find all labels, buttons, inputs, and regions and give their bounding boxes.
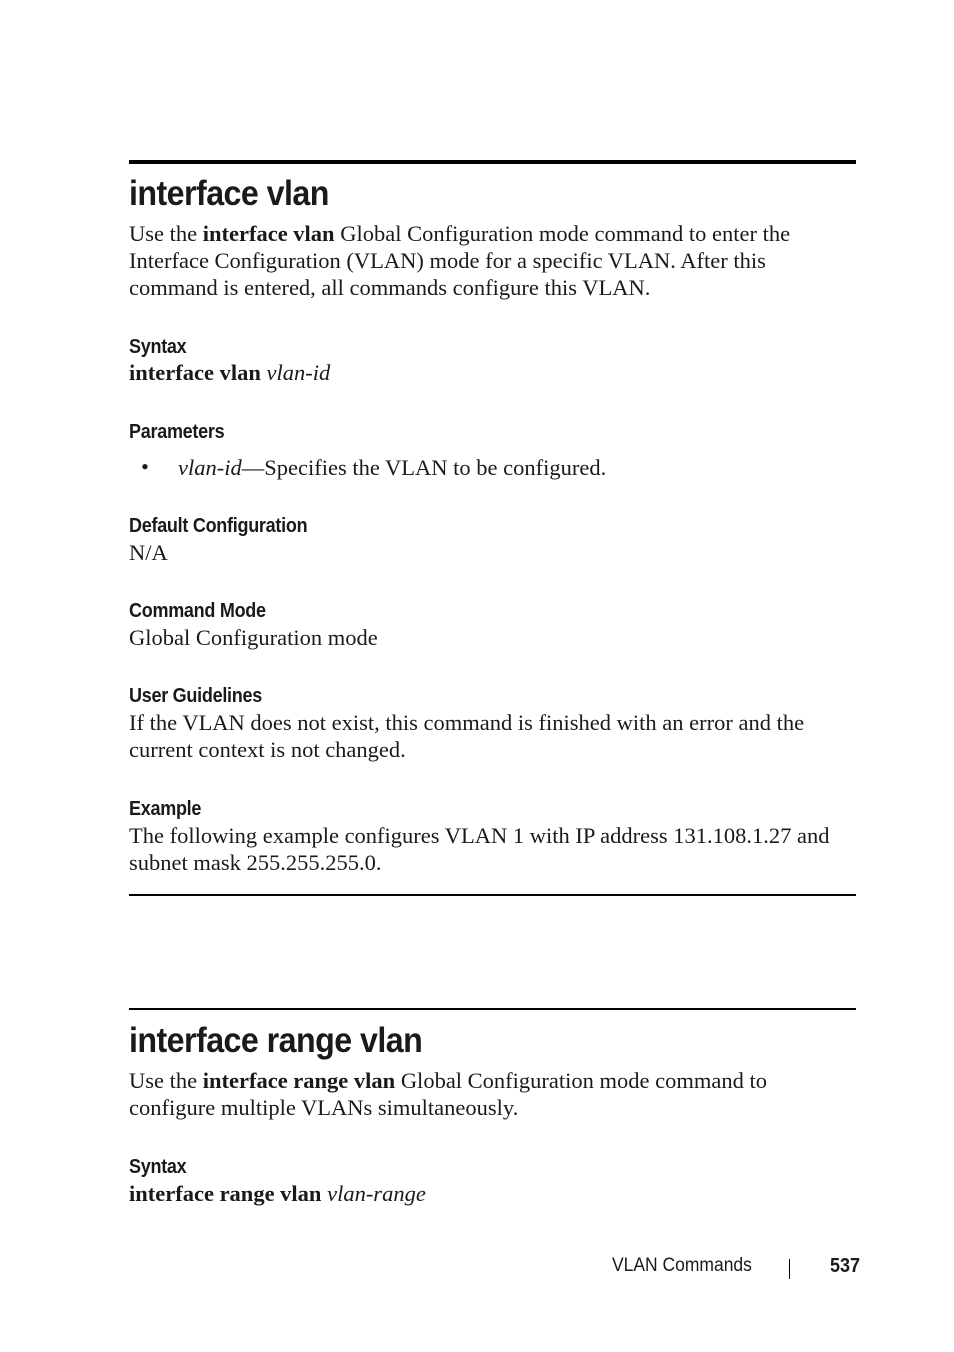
default-config-text: N/A [129,540,168,565]
syntax-line: interface vlan vlan-id [129,360,331,385]
section-end-rule [129,894,856,896]
bullet-marker: • [141,454,149,479]
section-rule [129,1008,856,1010]
intro-paragraph: Use the interface vlan Global Configuration mode command to enter the Interface Configuration (VLAN) mode for a specific VLAN. After this command is entered, all commands configure this VLAN. [129,221,791,300]
section-rule [129,160,856,164]
intro-paragraph: Use the interface range vlan Global Configuration mode command to configure multiple VLANs simultaneously. [129,1068,767,1120]
section-title: interface vlan [129,174,329,213]
syntax-heading: Syntax [129,1156,187,1178]
example-text: The following example configures VLAN 1 with IP address 131.108.1.27 and subnet mask 255.255.255.0. [129,823,830,875]
section-title: interface range vlan [129,1021,423,1060]
user-guidelines-text: If the VLAN does not exist, this command is finished with an error and the current context is not changed. [129,710,805,762]
command-mode-heading: Command Mode [129,600,266,622]
command-mode-text: Global Configuration mode [129,625,378,650]
footer-separator [789,1259,790,1279]
user-guidelines-heading: User Guidelines [129,685,263,707]
parameter-item: vlan-id—Specifies the VLAN to be configured. [178,455,607,480]
page-number: 537 [830,1255,861,1277]
default-config-heading: Default Configuration [129,515,308,537]
syntax-line: interface range vlan vlan-range [129,1181,426,1206]
syntax-heading: Syntax [129,336,187,358]
footer-chapter: VLAN Commands [612,1255,752,1276]
parameters-heading: Parameters [129,421,225,443]
example-heading: Example [129,798,202,820]
